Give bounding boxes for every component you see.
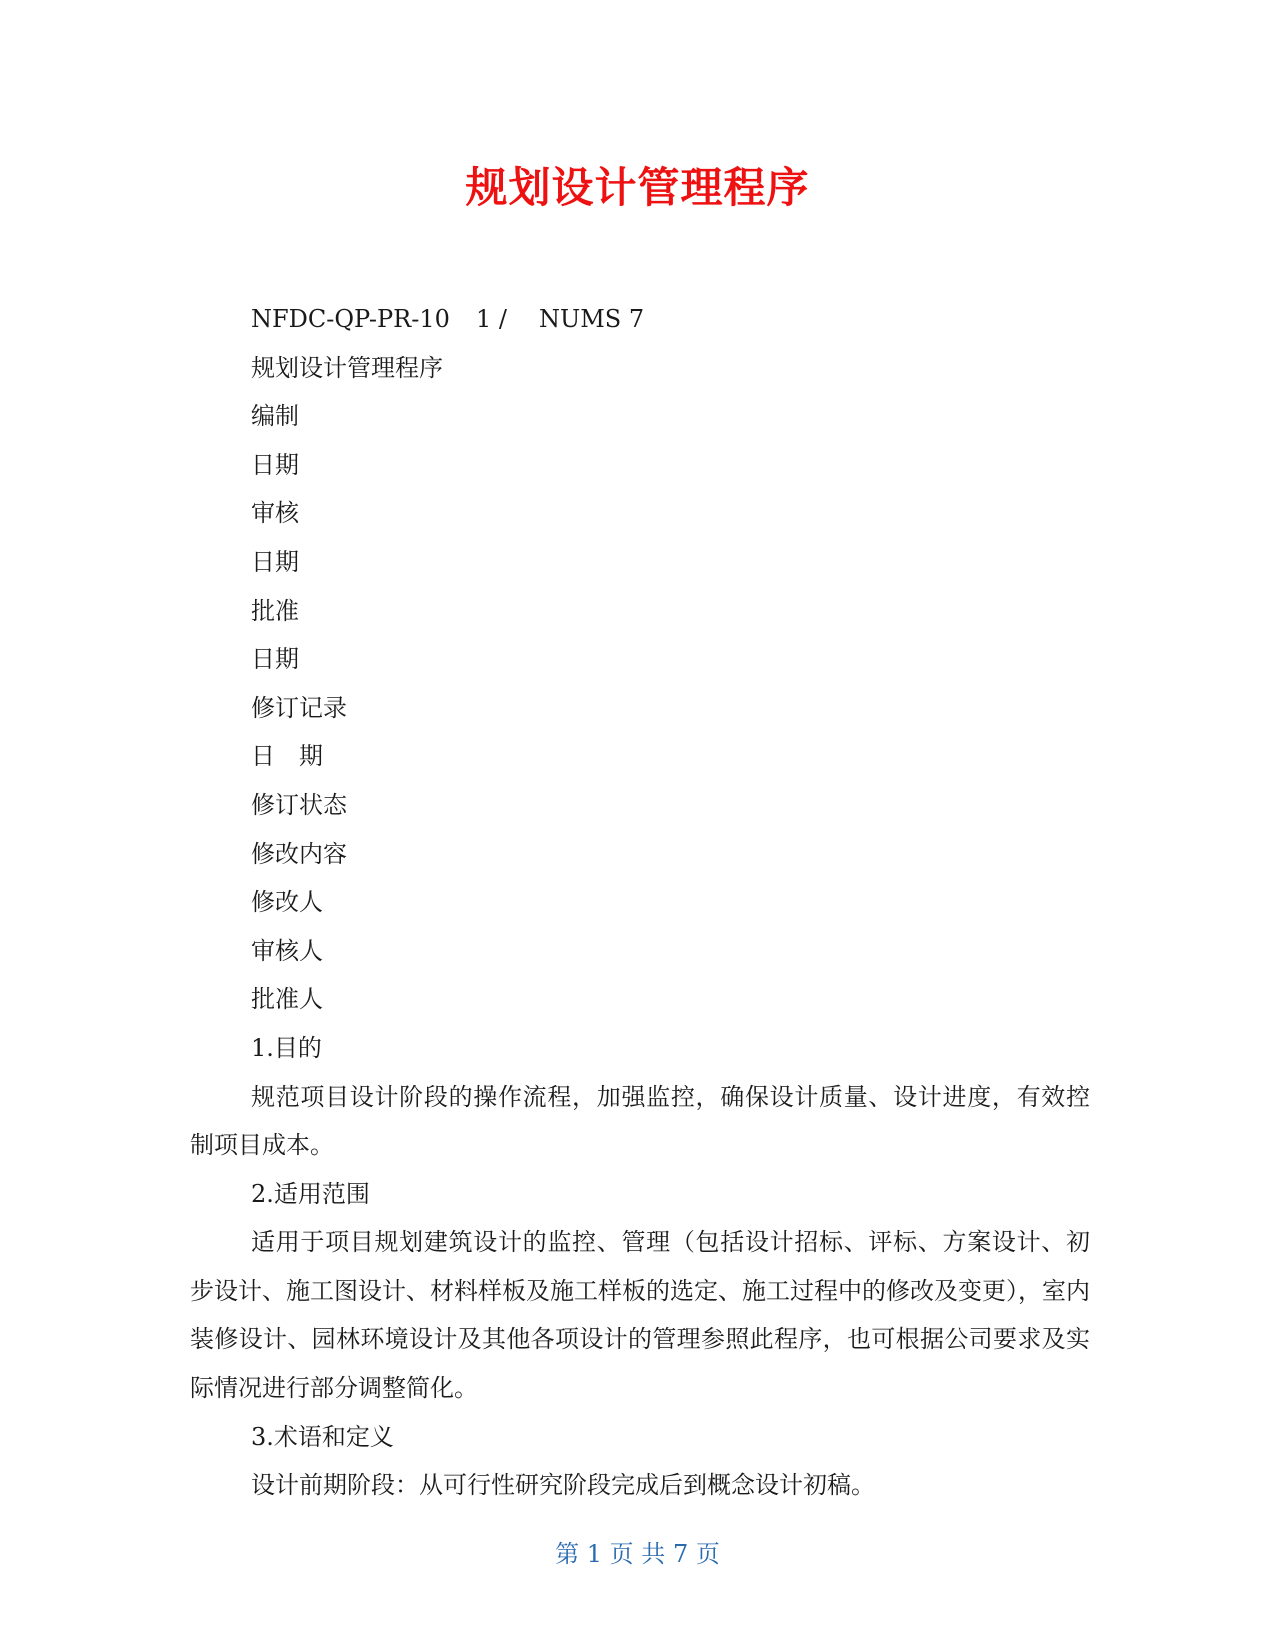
document-body <box>190 295 1090 1510</box>
section-heading-terms: 3.术语和定义 <box>251 1422 394 1451</box>
section-heading-purpose: 1.目的 <box>251 1033 322 1062</box>
approved-by-label: 批准 <box>251 596 299 625</box>
section-text-terms: 设计前期阶段：从可行性研究阶段完成后到概念设计初稿。 <box>251 1471 875 1500</box>
approver-label: 批准人 <box>251 985 323 1014</box>
section-text-purpose: 规范项目设计阶段的操作流程，加强监控，确保设计质量、设计进度，有效控制项目成本。 <box>190 1082 1090 1160</box>
modifier-label: 修改人 <box>251 888 323 917</box>
date-label: 日期 <box>251 645 299 674</box>
reviewer-label: 审核人 <box>251 936 323 965</box>
doc-name-line: 规划设计管理程序 <box>251 353 443 382</box>
document-code-line <box>190 295 1090 344</box>
page-footer: 第 1 页 共 7 页 <box>555 1540 720 1568</box>
date-label: 日期 <box>251 450 299 479</box>
revision-content-label: 修改内容 <box>251 839 347 868</box>
prepared-by-label: 编制 <box>251 402 299 431</box>
document-code: NFDC-QP-PR-10 <box>251 305 450 333</box>
section-text-scope: 适用于项目规划建筑设计的监控、管理（包括设计招标、评标、方案设计、初步设计、施工图设计、材料样板及施工样板的选定、施工过程中的修改及变更），室内装修设计、园林环境设计及其他各项设计的管理参照此程序，也可根据公司要求及实际情况进行部分调整简化。 <box>190 1228 1090 1403</box>
document-title: 规划设计管理程序 <box>465 163 810 212</box>
reviewed-by-label: 审核 <box>251 499 299 528</box>
date-label: 日期 <box>251 547 299 576</box>
page-indicator: 1 / <box>476 305 507 333</box>
revision-record-label: 修订记录 <box>251 693 347 722</box>
revision-status-label: 修订状态 <box>251 790 347 819</box>
revision-date-label: 日 期 <box>251 742 323 771</box>
section-heading-scope: 2.适用范围 <box>251 1179 370 1208</box>
page-count: NUMS 7 <box>539 305 645 333</box>
